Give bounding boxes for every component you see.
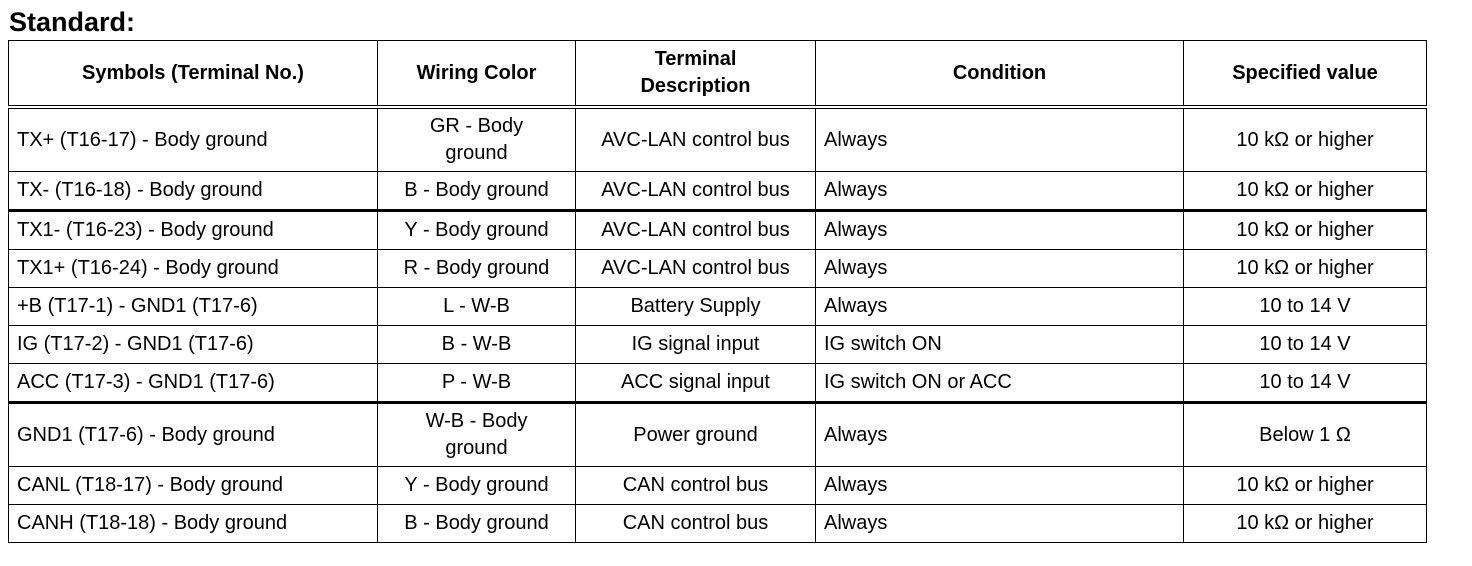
description-cell: AVC-LAN control bus [576, 172, 816, 211]
header-specified-value: Specified value [1184, 41, 1427, 108]
table-row [9, 172, 1427, 211]
description-cell: CAN control bus [576, 467, 816, 505]
description-cell: CAN control bus [576, 505, 816, 543]
description-cell: ACC signal input [576, 364, 816, 403]
symbol-cell: TX- (T16-18) - Body ground [9, 172, 378, 211]
symbol-cell: ACC (T17-3) - GND1 (T17-6) [9, 364, 378, 403]
specified-value-cell: 10 to 14 V [1184, 326, 1427, 364]
condition-cell: Always [816, 288, 1184, 326]
table-row [9, 467, 1427, 505]
header-terminal-description: Terminal Description [576, 41, 816, 108]
table-row [9, 250, 1427, 288]
specified-value-cell: 10 kΩ or higher [1184, 172, 1427, 211]
header-wiring-color: Wiring Color [378, 41, 576, 108]
description-cell: Battery Supply [576, 288, 816, 326]
symbol-cell: CANH (T18-18) - Body ground [9, 505, 378, 543]
wiring-color-cell: W-B - Body ground [378, 403, 576, 467]
table-row [9, 364, 1427, 403]
condition-cell: Always [816, 403, 1184, 467]
symbol-cell: GND1 (T17-6) - Body ground [9, 403, 378, 467]
description-cell: AVC-LAN control bus [576, 211, 816, 250]
wiring-color-cell: B - W-B [378, 326, 576, 364]
specification-table [8, 40, 1427, 543]
header-condition: Condition [816, 41, 1184, 108]
condition-cell: Always [816, 107, 1184, 172]
description-cell: Power ground [576, 403, 816, 467]
table-row [9, 211, 1427, 250]
specified-value-cell: 10 to 14 V [1184, 364, 1427, 403]
wiring-color-cell: Y - Body ground [378, 467, 576, 505]
header-symbols: Symbols (Terminal No.) [9, 41, 378, 108]
symbol-cell: IG (T17-2) - GND1 (T17-6) [9, 326, 378, 364]
table-row [9, 403, 1427, 467]
specified-value-cell: 10 kΩ or higher [1184, 107, 1427, 172]
condition-cell: Always [816, 250, 1184, 288]
wiring-color-cell: B - Body ground [378, 505, 576, 543]
symbol-cell: TX+ (T16-17) - Body ground [9, 107, 378, 172]
description-cell: IG signal input [576, 326, 816, 364]
description-cell: AVC-LAN control bus [576, 250, 816, 288]
symbol-cell: +B (T17-1) - GND1 (T17-6) [9, 288, 378, 326]
table-header-row [9, 41, 1427, 108]
table-row [9, 505, 1427, 543]
symbol-cell: TX1- (T16-23) - Body ground [9, 211, 378, 250]
specified-value-cell: 10 kΩ or higher [1184, 467, 1427, 505]
condition-cell: IG switch ON or ACC [816, 364, 1184, 403]
specified-value-cell: Below 1 Ω [1184, 403, 1427, 467]
condition-cell: Always [816, 505, 1184, 543]
condition-cell: Always [816, 172, 1184, 211]
wiring-color-cell: Y - Body ground [378, 211, 576, 250]
symbol-cell: TX1+ (T16-24) - Body ground [9, 250, 378, 288]
wiring-color-cell: L - W-B [378, 288, 576, 326]
description-cell: AVC-LAN control bus [576, 107, 816, 172]
specified-value-cell: 10 kΩ or higher [1184, 250, 1427, 288]
table-row [9, 288, 1427, 326]
wiring-color-cell: P - W-B [378, 364, 576, 403]
specified-value-cell: 10 to 14 V [1184, 288, 1427, 326]
symbol-cell: CANL (T18-17) - Body ground [9, 467, 378, 505]
condition-cell: Always [816, 211, 1184, 250]
specified-value-cell: 10 kΩ or higher [1184, 211, 1427, 250]
wiring-color-cell: R - Body ground [378, 250, 576, 288]
table-row [9, 107, 1427, 172]
condition-cell: Always [816, 467, 1184, 505]
wiring-color-cell: GR - Body ground [378, 107, 576, 172]
page-title: Standard: [9, 7, 136, 37]
condition-cell: IG switch ON [816, 326, 1184, 364]
table-row [9, 326, 1427, 364]
wiring-color-cell: B - Body ground [378, 172, 576, 211]
specified-value-cell: 10 kΩ or higher [1184, 505, 1427, 543]
